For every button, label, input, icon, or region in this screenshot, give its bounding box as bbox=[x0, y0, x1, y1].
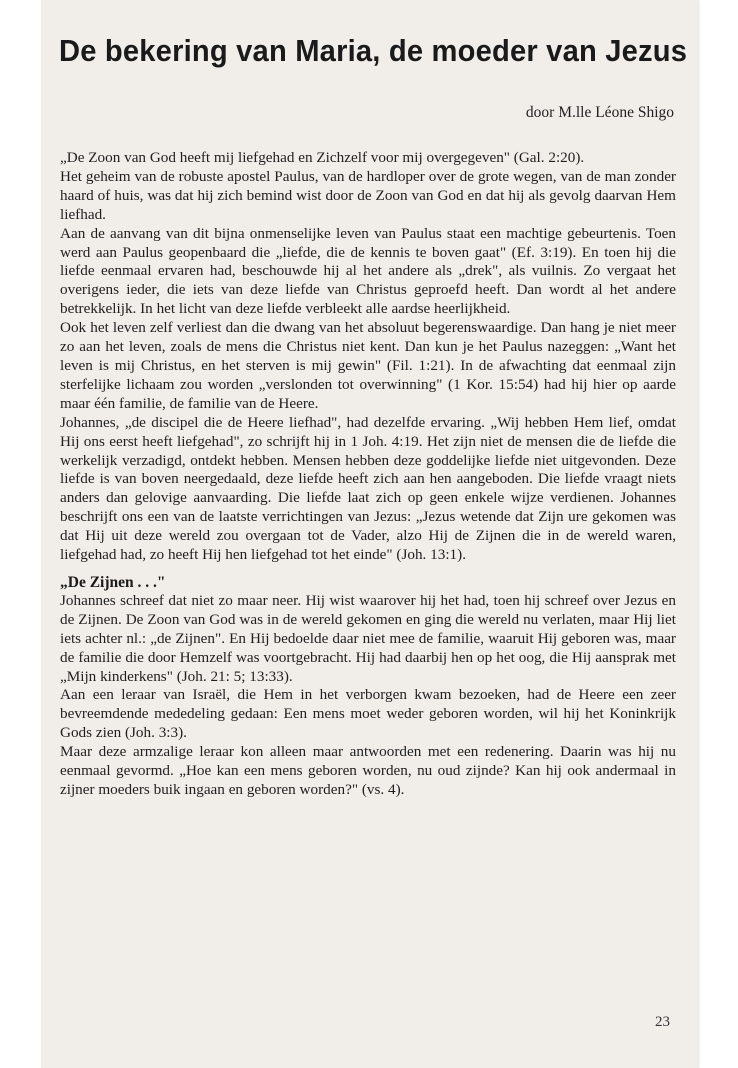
paragraph: Aan een leraar van Israël, die Hem in het verborgen kwam bezoeken, had de Heere een zeer bevreemdende mededeling gedaan: Een mens moet weder geboren worden, wil hij het Koninkrijk Gods zien (Joh. 3:3). bbox=[60, 686, 676, 742]
paragraph: Ook het leven zelf verliest dan die dwang van het absoluut begerenswaardige. Dan hang je niet meer zo aan het leven, zoals de mens die Christus niet kent. Dan kun je het Paulus nazeggen: „Want het leven is mij Christus, en het sterven is mij gewin" (Fil. 1:21). In de afwachting dat eenmaal zijn sterfelijke lichaam zou worden „verslonden tot overwinning" (1 Kor. 15:54) had hij hier op aarde maar één familie, de familie van de Heere. bbox=[60, 319, 676, 412]
paragraph: Maar deze armzalige leraar kon alleen maar antwoorden met een redenering. Daarin was hij nu eenmaal gevormd. „Hoe kan een mens geboren worden, nu oud zijnde? Kan hij ook andermaal in zijner moeders buik ingaan en geboren worden?" (vs. 4). bbox=[60, 743, 676, 798]
paragraph: Johannes, „de discipel die de Heere liefhad", had dezelfde ervaring. „Wij hebben Hem lief, omdat Hij ons eerst heeft liefgehad", zo schrijft hij in 1 Joh. 4:19. Het zijn niet de mensen die de liefde die werkelijk verzadigd, ontdekt hebben. Mensen hebben deze goddelijke liefde niet uitgevonden. Deze liefde is van boven neergedaald, deze liefde heeft zich aan hen aangeboden. Die liefde vraagt niets anders dan gelovige aanvaarding. Die liefde laat zich op geen enkele wijze verdienen. Johannes beschrijft ons een van de laatste verrichtingen van Jezus: „Jezus wetende dat Zijn ure gekomen was dat Hij uit deze wereld zou overgaan tot de Vader, alzo Hij de Zijnen die in de wereld waren, liefgehad had, zo heeft Hij hen liefgehad tot het einde" (Joh. 13:1). bbox=[60, 413, 676, 564]
section-heading: „De Zijnen . . ." bbox=[60, 573, 166, 591]
paragraph: Aan de aanvang van dit bijna onmenselijke leven van Paulus staat een machtige gebeurtenis. Toen werd aan Paulus geopenbaard die „liefde, die de kennis te boven gaat" (Ef. 3:19). En toen hij die liefde eenmaal ervaren had, beschouwde hij al het andere als „drek", als vuilnis. Zo vergaat het overigens ieder, die iets van deze liefde van Christus geproefd heeft. Dan wordt al het andere betrekkelijk. In het licht van deze liefde verbleekt alle aardse heerlijkheid. bbox=[60, 224, 676, 318]
page-number: 23 bbox=[655, 1014, 670, 1030]
page bbox=[41, 0, 698, 1068]
paragraph: Het geheim van de robuste apostel Paulus, van de hardloper over de grote wegen, van de man zonder haard of huis, was dat hij zich bemind wist door de Zoon van God en dat hij als gevolg daarvan Hem liefhad. bbox=[60, 167, 676, 223]
article-body bbox=[60, 149, 676, 800]
byline: door M.lle Léone Shigo bbox=[525, 104, 674, 121]
paragraph: Johannes schreef dat niet zo maar neer. Hij wist waarover hij het had, toen hij schreef over Jezus en de Zijnen. De Zoon van God was in de wereld gekomen en ging die wereld nu verlaten, maar Hij liet iets achter nl.: „de Zijnen". En Hij bedoelde daar niet mee de familie, waaruit Hij geboren was, maar de familie die door Hemzelf was voortgebracht. Hij had daarbij hen op het oog, die Hij aansprak met „Mijn kinderkens" (Joh. 21: 5; 13:33). bbox=[60, 591, 676, 685]
paragraph: „De Zoon van God heeft mij liefgehad en Zichzelf voor mij overgegeven" (Gal. 2:20). bbox=[60, 149, 585, 166]
article-title: De bekering van Maria, de moeder van Jezus bbox=[59, 33, 688, 68]
